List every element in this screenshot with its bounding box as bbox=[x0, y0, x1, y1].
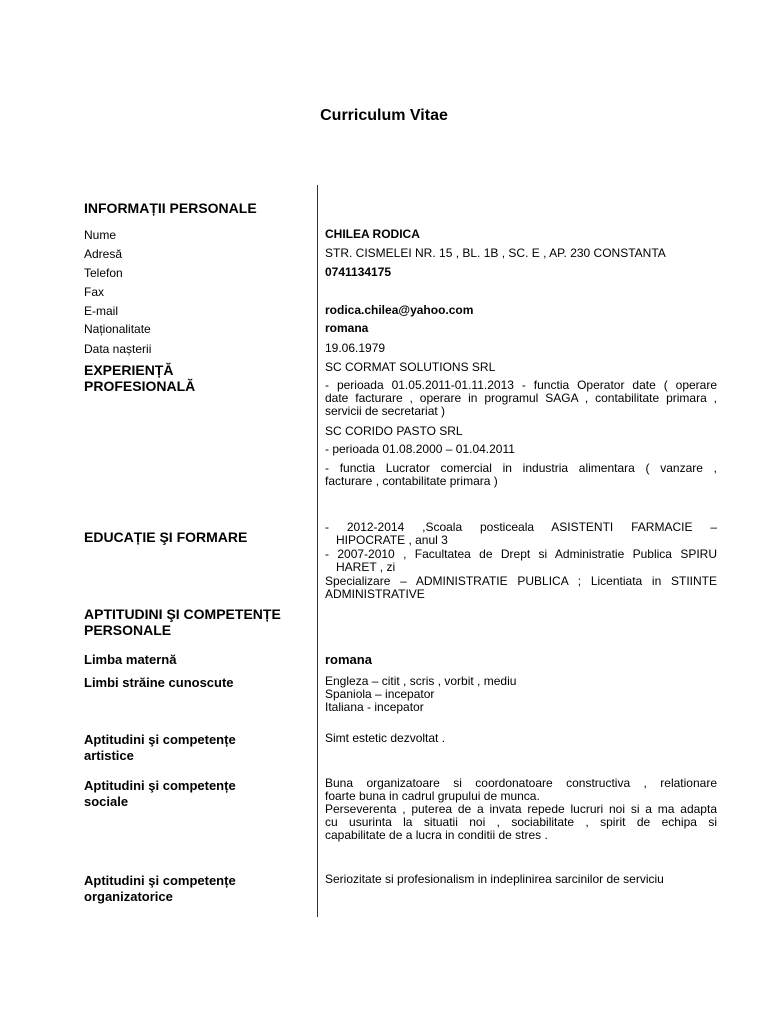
value-email: rodica.chilea@yahoo.com bbox=[325, 303, 474, 317]
social-line: Perseverenta , puterea de a invata repede lucruri noi si a ma adapta bbox=[325, 802, 717, 816]
education-line: - 2007-2010 , Facultatea de Drept si Administratie Publica SPIRU bbox=[325, 547, 717, 561]
social-line: capabilitate de a lucra in conditii de stres . bbox=[325, 828, 548, 842]
job-period: - perioada 01.08.2000 – 01.04.2011 bbox=[325, 442, 515, 456]
label-organizational-skills bbox=[84, 873, 236, 905]
language-line: Engleza – citit , scris , vorbit , mediu bbox=[325, 674, 517, 688]
value-address: STR. CISMELEI NR. 15 , BL. 1B , SC. E , AP. 230 CONSTANTA bbox=[325, 246, 666, 260]
job-company: SC CORIDO PASTO SRL bbox=[325, 424, 463, 438]
label-line: Aptitudini şi competențe bbox=[84, 873, 236, 888]
label-social-skills bbox=[84, 778, 236, 810]
value-birthdate: 19.06.1979 bbox=[325, 341, 386, 355]
heading-line: EXPERIENȚĂ bbox=[84, 362, 174, 378]
label-line: Aptitudini şi competențe bbox=[84, 778, 236, 793]
job-line: servicii de secretariat ) bbox=[325, 404, 446, 418]
value-artistic-skills: Simt estetic dezvoltat . bbox=[325, 731, 446, 745]
value-organizational-skills: Seriozitate si profesionalism in indeplinirea sarcinilor de serviciu bbox=[325, 872, 664, 886]
heading-line: PROFESIONALĂ bbox=[84, 378, 196, 394]
document-title: Curriculum Vitae bbox=[320, 107, 448, 124]
section-heading-education: EDUCAȚIE ŞI FORMARE bbox=[84, 529, 248, 545]
education-line: HARET , zi bbox=[336, 560, 396, 574]
job-company: SC CORMAT SOLUTIONS SRL bbox=[325, 360, 496, 374]
social-line: Buna organizatoare si coordonatoare constructiva , relationare bbox=[325, 776, 717, 790]
value-foreign-languages bbox=[325, 675, 717, 714]
education-details bbox=[325, 521, 717, 601]
label-phone: Telefon bbox=[84, 266, 123, 280]
value-phone: 0741134175 bbox=[325, 265, 392, 279]
value-mother-tongue: romana bbox=[325, 652, 372, 667]
experience-details bbox=[325, 361, 717, 488]
label-line: organizatorice bbox=[84, 889, 173, 904]
label-name: Nume bbox=[84, 228, 117, 242]
education-line: - 2012-2014 ,Scoala posticeala ASISTENTI FARMACIE – bbox=[325, 520, 717, 534]
job-line: - perioada 01.05.2011-01.11.2013 - functia Operator date ( operare bbox=[325, 378, 717, 392]
heading-line: APTITUDINI ŞI COMPETENȚE bbox=[84, 606, 281, 622]
heading-line: PERSONALE bbox=[84, 622, 172, 638]
label-fax: Fax bbox=[84, 285, 105, 299]
job-line: - functia Lucrator comercial in industria alimentara ( vanzare , bbox=[325, 461, 717, 475]
section-heading-personal: INFORMAȚII PERSONALE bbox=[84, 200, 257, 216]
social-line: foarte buna in cadrul grupului de munca. bbox=[325, 789, 540, 803]
language-line: Italiana - incepator bbox=[325, 700, 424, 714]
value-nationality: romana bbox=[325, 321, 369, 335]
label-email: E-mail bbox=[84, 304, 119, 318]
social-line: cu usurinta la situatii noi , sociabilitate , spirit de echipa si bbox=[325, 815, 717, 829]
label-nationality: Naționalitate bbox=[84, 322, 151, 336]
language-line: Spaniola – incepator bbox=[325, 687, 435, 701]
label-foreign-languages: Limbi străine cunoscute bbox=[84, 675, 234, 690]
education-line: Specializare – ADMINISTRATIE PUBLICA ; Licentiata in STIINTE bbox=[325, 574, 717, 588]
value-name: CHILEA RODICA bbox=[325, 227, 420, 241]
label-address: Adresă bbox=[84, 247, 123, 261]
education-line: ADMINISTRATIVE bbox=[325, 587, 425, 601]
education-line: HIPOCRATE , anul 3 bbox=[336, 533, 448, 547]
job-line: date facturare , operare in programul SAGA , contabilitate primara , bbox=[325, 391, 717, 405]
label-birthdate: Data nașterii bbox=[84, 342, 152, 356]
value-social-skills bbox=[325, 777, 717, 842]
label-line: Aptitudini şi competențe bbox=[84, 732, 236, 747]
label-line: sociale bbox=[84, 794, 129, 809]
label-mother-tongue: Limba maternă bbox=[84, 652, 177, 667]
job-line: facturare , contabilitate primara ) bbox=[325, 474, 498, 488]
section-heading-skills bbox=[84, 606, 281, 638]
label-line: artistice bbox=[84, 748, 134, 763]
label-artistic-skills bbox=[84, 732, 236, 764]
column-divider bbox=[317, 185, 318, 917]
section-heading-experience bbox=[84, 362, 195, 394]
